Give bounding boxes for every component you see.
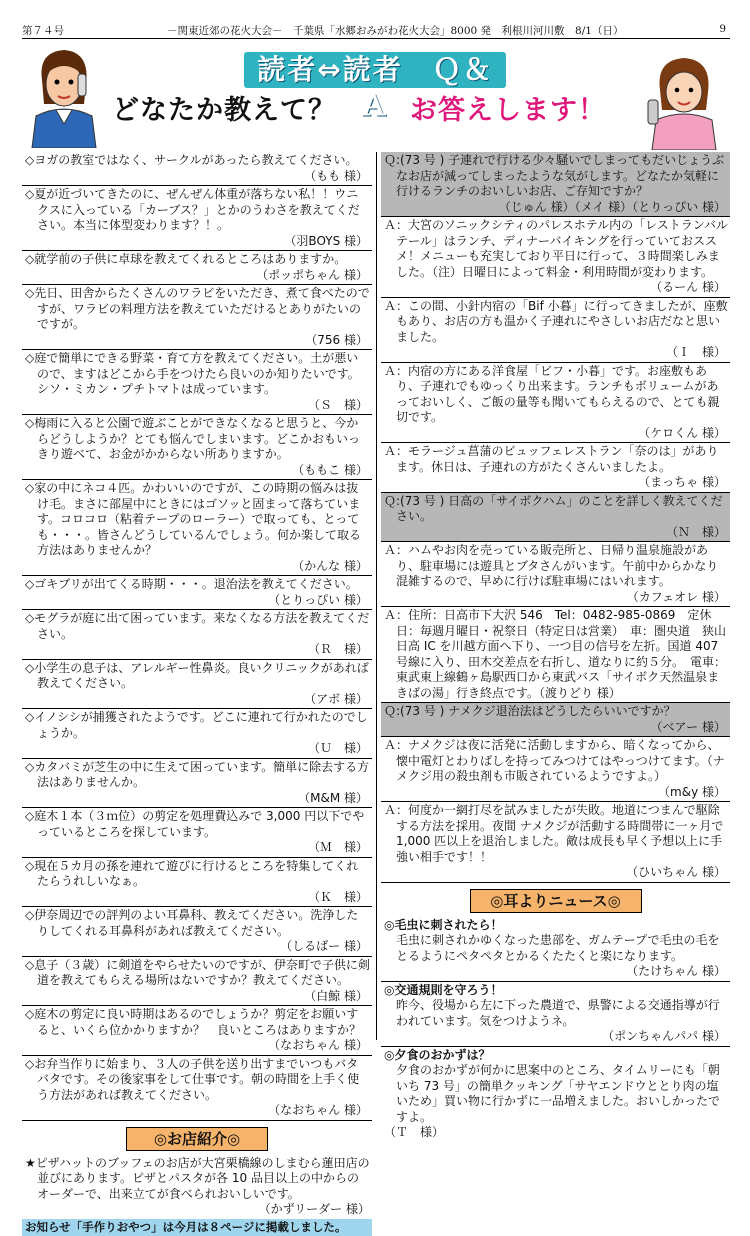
issue-number: 第７４号 bbox=[22, 23, 64, 38]
question-item: ◇イノシシが捕獲されたようです。どこに連れて行かれたのでしょうか。 （Ｕ 様） bbox=[22, 709, 372, 759]
left-column bbox=[22, 152, 372, 1236]
question-item: ◇梅雨に入ると公園で遊ぶことができなくなると思うと、今からどうしようか？とても悩んでしまいます。どこかおもいっきり遊べて、お金がかからない所ありますか。 （ももこ 様） bbox=[22, 415, 372, 480]
question-item: ◇カタバミが芝生の中に生えて困っています。簡単に除去する方法はありませんか。 （M&M 様） bbox=[22, 759, 372, 809]
question-item: ◇庭木の剪定に良い時期はあるのでしょうか？剪定をお願いすると、いくら位かかりますか？ 良いところはありますか？ （なおちゃん 様） bbox=[22, 1006, 372, 1056]
question-item: ◇ゴキブリが出てくる時期・・・。退治法を教えてください。 （とりっぴい 様） bbox=[22, 576, 372, 610]
answer-item: Ａ：何度か一網打尽を試みましたが失敗。地道につまんで駆除する方法を採用。夜間 ナメクジが活動する時間帯に一ヶ月で 1,000 匹以上を退治しました。敵は成長も早く予想以上に手強い相手です！！ （ひいちゃん 様） bbox=[381, 802, 730, 883]
answer-item: Ａ：住所：日高市下大沢 546 Tel：0482-985-0869 定休日：毎週月曜日・祝祭日（特定日は営業） 車：圏央道 狭山日高 IC を川越方面へ下り、一つ目の信号を左折。国道 407 号線に入り、田木交差点を右折し、道なりに約５分。 電車：東武東上線鶴ヶ島駅西口から東武バス「サイボク天然温泉まきばの湯」行き終点です。（渡りどり 様） bbox=[381, 607, 730, 703]
shop-item: ★ピザハットのブッフェのお店が大宮栗橋線のしまむら蓮田店の並びにあります。ピザとパスタが各 10 品目以上の中からのオーダーで、出来立てが食べられおいしいです。 （かずリーダー 様） bbox=[22, 1155, 372, 1219]
question-item: Ｑ:(73 号 ) 日高の「サイボクハム」のことを詳しく教えてください。 （Ｎ 様） bbox=[381, 493, 730, 543]
news-item: ◎毛虫に刺されたら！ 毛虫に刺されかゆくなった患部を、ガムテープで毛虫の毛をとるようにペタペタとかるくたたくと楽になります。 （たけちゃん 様） bbox=[381, 917, 730, 982]
question-item: ◇モグラが庭に出て困っています。来なくなる方法を教えてください。 （Ｒ 様） bbox=[22, 610, 372, 660]
header-fireworks: －関東近郊の花火大会－ 千葉県「水郷おみがわ花火大会」8000 発 利根川河川敷 8/1（日） bbox=[167, 23, 623, 38]
answer-item: Ａ：モラージュ菖蒲のビュッフェレストラン「奈のは」があります。休日は、子連れの方がたくさんいましたよ。 （まっちゃ 様） bbox=[381, 443, 730, 493]
question-item: ◇小学生の息子は、アレルギー性鼻炎。良いクリニックがあれば教えてください。 （アボ 様） bbox=[22, 660, 372, 710]
question-item: ◇お弁当作りに始まり、３人の子供を送り出すまでいつもバタバタです。その後家事をして仕事です。朝の時間を上手く使う方法があれば教えてください。 （なおちゃん 様） bbox=[22, 1056, 372, 1121]
answer-item: Ａ：大宮のソニックシティのパレスホテル内の「レストランバルテール」はランチ、ディナーバイキングを行っていておススメ！メニューも充実しており平日に行って、３時間楽しみました。（注）日曜日によって料金・利用時間が変わります。 （るーん 様） bbox=[381, 217, 730, 298]
woman-phone-right-illustration bbox=[640, 50, 728, 150]
right-column bbox=[381, 152, 730, 1142]
woman-phone-left-illustration bbox=[24, 44, 104, 148]
answer-subtitle: お答えします！ bbox=[410, 88, 606, 127]
question-item: ◇就学前の子供に卓球を教えてくれるところはありますか。 （ポッポちゃん 様） bbox=[22, 251, 372, 285]
news-section-heading: ◎耳よりニュース◎ bbox=[470, 889, 642, 913]
page-number: 9 bbox=[719, 23, 726, 35]
shop-section-heading: ◎お店紹介◎ bbox=[126, 1127, 268, 1151]
answer-item: Ａ：ハムやお肉を売っている販売所と、日帰り温泉施設があり、駐車場には遊具とブタさんがいます。午前中からかなり混雑するので、早めに行けば駐車場にはいれます。 （カフェオレ 様） bbox=[381, 542, 730, 607]
news-item: ◎交通規則を守ろう！ 昨今、役場から左に下った農道で、県警による交通指導が行われています。気をつけようネ。 （ポンちゃんパパ 様） bbox=[381, 982, 730, 1047]
question-item: Ｑ:(73 号 ) ナメクジ退治法はどうしたらいいですか？ （ベアー 様） bbox=[381, 703, 730, 737]
page-header bbox=[22, 22, 730, 39]
question-item: Ｑ:(73 号 ) 子連れで行ける少々騒いでしまってもだいじょうぶなお店が減ってしまったような気がします。どなたか気軽に行けるランチのおいしいお店、ご存知ですか？ （じゅん 様）（メイ 様）（とりっぴい 様） bbox=[381, 152, 730, 217]
answer-item: Ａ：内宿の方にある洋食屋「ビフ・小暮」です。お座敷もあり、子連れでもゆっくり出来ます。ランチもボリュームがあっておいしく、ご飯の量等も聞いてもらえるので、とても親切です。 （ケロくん 様） bbox=[381, 363, 730, 444]
ask-subtitle: どなたか教えて？ bbox=[112, 88, 336, 127]
question-item: ◇現在５カ月の孫を連れて遊びに行けるところを特集してくれたらうれしいなぁ。 （Ｋ 様） bbox=[22, 858, 372, 908]
question-item: ◇庭で簡単にできる野菜・育て方を教えてください。土が悪いので、ますはどこから手をつけたら良いのか知りたいです。シソ・ミカン・プチトマトは成っています。 （Ｓ 様） bbox=[22, 350, 372, 415]
notice-banner: お知らせ「手作りおやつ」は今月は８ページに掲載しました。 bbox=[22, 1219, 372, 1236]
question-item: ◇庭木１本（３ｍ位）の剪定を処理費込みで 3,000 円以下でやっているところを探しています。 （Ｍ 様） bbox=[22, 808, 372, 858]
answer-item: Ａ：ナメクジは夜に活発に活動しますから、暗くなってから、懐中電灯とわりばしを持ってみつけてはやっつけてます。（ナメクジ用の殺虫剤も市販されているようですよ。） （m&y 様） bbox=[381, 737, 730, 802]
column-divider bbox=[376, 152, 377, 1040]
qa-title: 読者⇔読者 Ｑ＆Ａ bbox=[244, 52, 506, 88]
question-item: ◇家の中にネコ４匹。かわいいのですが、この時期の悩みは抜け毛。まさに部屋中にときにはゴソッと固まって落ちています。コロコロ（粘着テープのローラー）で取っても、とっても・・・。皆さんどうしているんでしょう。何か楽して取る方法はありませんか？ （かんな 様） bbox=[22, 480, 372, 576]
question-item: ◇息子（３歳）に剣道をやらせたいのですが、伊奈町で子供に剣道を教えてもらえる場所はないですか？教えてください。 （白鯨 様） bbox=[22, 957, 372, 1007]
question-item: ◇伊奈周辺での評判のよい耳鼻科、教えてください。洗浄したりしてくれる耳鼻科があれば教えてください。 （しるばー 様） bbox=[22, 907, 372, 957]
answer-item: Ａ：この間、小針内宿の「Bif 小暮」に行ってきましたが、座敷もあり、お店の方も温かく子連れにやさしいお店だなと思いました。 （Ｉ 様） bbox=[381, 298, 730, 363]
question-item: ◇夏が近づいてきたのに、ぜんぜん体重が落ちない私！！ウニクスに入っている「カーブス？」とかのうわさを教えてください。本当に体型変わります？！。 （羽BOYS 様） bbox=[22, 186, 372, 251]
news-item: ◎夕食のおかずは？ 夕食のおかずが何かに思案中のところ、タイムリーにも「朝いち 73 号」の簡単クッキング「サヤエンドウととり肉の塩いため」買い物に行かずに一品増えました。おいしかったですよ。 （Ｔ 様） bbox=[381, 1047, 730, 1142]
question-item: ◇先日、田舎からたくさんのワラビをいただき、煮て食べたのですが、ワラビの料理方法を教えていただけるとありがたいのですが。 （756 様） bbox=[22, 285, 372, 350]
question-item: ◇ヨガの教室ではなく、サークルがあったら教えてください。 （もも 様） bbox=[22, 152, 372, 186]
